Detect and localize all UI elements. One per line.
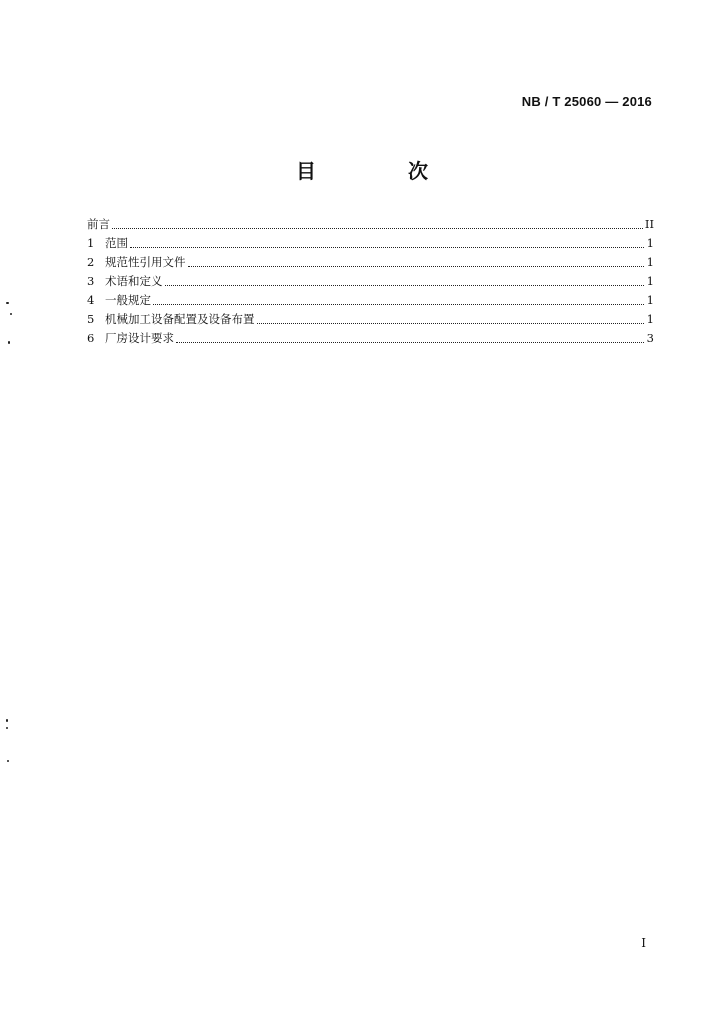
- toc-entry-page: 1: [646, 255, 654, 269]
- toc-entry-page: 1: [646, 274, 654, 288]
- toc-entry-number: 4: [87, 293, 95, 307]
- toc-entry-page: 1: [646, 312, 654, 326]
- toc-entry-label: 厂房设计要求: [105, 331, 174, 345]
- table-of-contents: [87, 215, 654, 348]
- toc-title: 目 次: [296, 159, 464, 183]
- scan-artifact: [10, 313, 12, 315]
- toc-entry-page: II: [644, 217, 654, 231]
- scan-artifact: [8, 341, 10, 344]
- toc-entry-preface[interactable]: [87, 215, 654, 234]
- toc-leader-dots: [176, 342, 644, 343]
- toc-leader-dots: [112, 228, 643, 229]
- toc-entry-label: 规范性引用文件: [105, 255, 186, 269]
- toc-entry-label: 范围: [105, 236, 128, 250]
- toc-entry-number: 3: [87, 274, 95, 288]
- toc-entry-number: 6: [87, 331, 95, 345]
- toc-entry-label: 术语和定义: [105, 274, 163, 288]
- toc-entry-page: 1: [646, 236, 654, 250]
- standard-code: NB / T 25060 — 2016: [521, 94, 652, 109]
- page-number: I: [641, 936, 646, 950]
- toc-entry-page: 1: [646, 293, 654, 307]
- toc-entry-terms-definitions[interactable]: [87, 272, 654, 291]
- toc-leader-dots: [153, 304, 644, 305]
- toc-leader-dots: [188, 266, 645, 267]
- toc-entry-equipment-layout[interactable]: [87, 310, 654, 329]
- toc-leader-dots: [130, 247, 644, 248]
- toc-leader-dots: [165, 285, 645, 286]
- toc-entry-label: 前言: [87, 217, 110, 231]
- toc-entry-label: 机械加工设备配置及设备布置: [105, 312, 255, 326]
- scan-artifact: [6, 727, 8, 729]
- toc-entry-general-provisions[interactable]: [87, 291, 654, 310]
- toc-leader-dots: [257, 323, 645, 324]
- toc-entry-page: 3: [646, 331, 654, 345]
- scan-artifact: [6, 719, 8, 722]
- toc-entry-label: 一般规定: [105, 293, 151, 307]
- scan-artifact: [7, 760, 9, 762]
- toc-entry-plant-design[interactable]: [87, 329, 654, 348]
- toc-entry-scope[interactable]: [87, 234, 654, 253]
- toc-entry-normative-references[interactable]: [87, 253, 654, 272]
- toc-entry-number: 2: [87, 255, 95, 269]
- toc-entry-number: 1: [87, 236, 95, 250]
- toc-entry-number: 5: [87, 312, 95, 326]
- scan-artifact: [6, 302, 9, 304]
